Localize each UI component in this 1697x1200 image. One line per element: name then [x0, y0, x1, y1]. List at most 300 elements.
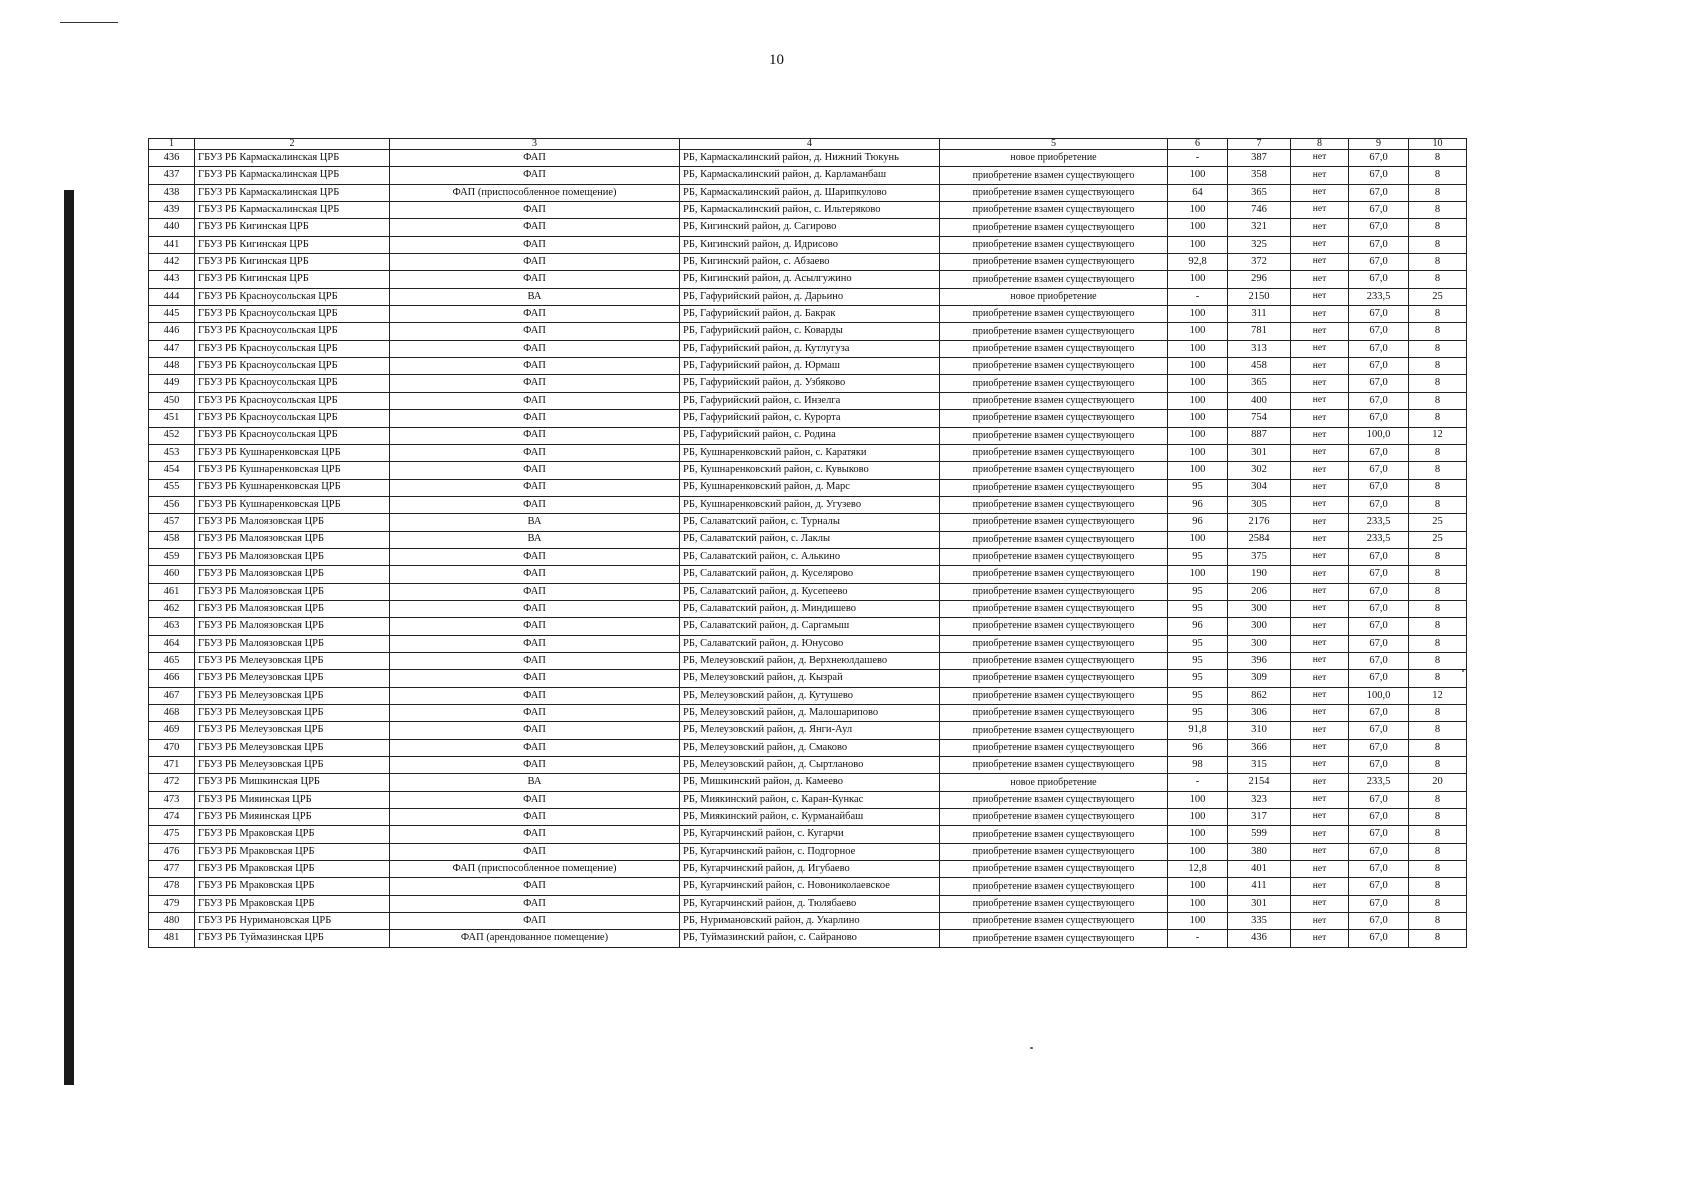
cell-area: 67,0 — [1349, 184, 1409, 201]
cell-address: РБ, Салаватский район, с. Алькино — [680, 548, 940, 565]
cell-acquisition-type: приобретение взамен существующего — [940, 358, 1168, 375]
cell-availability: нет — [1291, 531, 1349, 548]
cell-population: 400 — [1228, 392, 1291, 409]
cell-population: 365 — [1228, 184, 1291, 201]
cell-institution: ГБУЗ РБ Нуримановская ЦРБ — [195, 913, 390, 930]
cell-address: РБ, Туймазинский район, с. Сайраново — [680, 930, 940, 947]
cell-population: 2150 — [1228, 288, 1291, 305]
cell-acquisition-type: приобретение взамен существующего — [940, 826, 1168, 843]
cell-object-type: ФАП — [390, 254, 680, 271]
cell-staff: 8 — [1409, 462, 1467, 479]
cell-address: РБ, Кигинский район, д. Асылгужино — [680, 271, 940, 288]
cell-availability: нет — [1291, 826, 1349, 843]
cell-availability: нет — [1291, 566, 1349, 583]
cell-availability: нет — [1291, 444, 1349, 461]
cell-row-number: 474 — [149, 809, 195, 826]
table-row — [149, 809, 1467, 826]
cell-object-type: ФАП — [390, 427, 680, 444]
table-row — [149, 219, 1467, 236]
cell-institution: ГБУЗ РБ Красноусольская ЦРБ — [195, 306, 390, 323]
cell-row-number: 461 — [149, 583, 195, 600]
cell-address: РБ, Кармаскалинский район, д. Нижний Тюкунь — [680, 150, 940, 167]
cell-address: РБ, Кугарчинский район, с. Новониколаевское — [680, 878, 940, 895]
cell-institution: ГБУЗ РБ Кушнаренковская ЦРБ — [195, 462, 390, 479]
cell-staff: 25 — [1409, 531, 1467, 548]
cell-availability: нет — [1291, 861, 1349, 878]
table-row — [149, 826, 1467, 843]
cell-object-type: ФАП — [390, 670, 680, 687]
cell-row-number: 437 — [149, 167, 195, 184]
cell-staff: 12 — [1409, 687, 1467, 704]
cell-staff: 8 — [1409, 791, 1467, 808]
cell-staff: 8 — [1409, 167, 1467, 184]
cell-population: 317 — [1228, 809, 1291, 826]
cell-acquisition-type: приобретение взамен существующего — [940, 479, 1168, 496]
cell-staff: 8 — [1409, 548, 1467, 565]
cell-wear-percent: 95 — [1168, 670, 1228, 687]
cell-acquisition-type: приобретение взамен существующего — [940, 444, 1168, 461]
cell-staff: 8 — [1409, 323, 1467, 340]
cell-area: 67,0 — [1349, 479, 1409, 496]
cell-availability: нет — [1291, 722, 1349, 739]
cell-population: 781 — [1228, 323, 1291, 340]
cell-availability: нет — [1291, 618, 1349, 635]
cell-area: 67,0 — [1349, 757, 1409, 774]
header-cell-col-4: 4 — [680, 139, 940, 150]
cell-acquisition-type: приобретение взамен существующего — [940, 219, 1168, 236]
cell-address: РБ, Кармаскалинский район, д. Шарипкулово — [680, 184, 940, 201]
cell-wear-percent: 100 — [1168, 531, 1228, 548]
table-row — [149, 670, 1467, 687]
cell-population: 436 — [1228, 930, 1291, 947]
cell-wear-percent: 95 — [1168, 548, 1228, 565]
cell-address: РБ, Кигинский район, с. Абзаево — [680, 254, 940, 271]
table-row — [149, 358, 1467, 375]
cell-availability: нет — [1291, 670, 1349, 687]
cell-object-type: ФАП — [390, 722, 680, 739]
cell-institution: ГБУЗ РБ Красноусольская ЦРБ — [195, 427, 390, 444]
cell-area: 67,0 — [1349, 670, 1409, 687]
cell-availability: нет — [1291, 271, 1349, 288]
cell-address: РБ, Салаватский район, д. Саргамыш — [680, 618, 940, 635]
cell-institution: ГБУЗ РБ Мелеузовская ЦРБ — [195, 722, 390, 739]
cell-wear-percent: 100 — [1168, 375, 1228, 392]
cell-institution: ГБУЗ РБ Мраковская ЦРБ — [195, 826, 390, 843]
cell-population: 366 — [1228, 739, 1291, 756]
cell-availability: нет — [1291, 323, 1349, 340]
cell-acquisition-type: приобретение взамен существующего — [940, 809, 1168, 826]
cell-address: РБ, Мелеузовский район, д. Кызрай — [680, 670, 940, 687]
cell-address: РБ, Гафурийский район, д. Дарьино — [680, 288, 940, 305]
cell-staff: 8 — [1409, 652, 1467, 669]
cell-address: РБ, Кугарчинский район, с. Подгорное — [680, 843, 940, 860]
cell-area: 67,0 — [1349, 930, 1409, 947]
cell-wear-percent: 100 — [1168, 340, 1228, 357]
cell-population: 309 — [1228, 670, 1291, 687]
cell-population: 401 — [1228, 861, 1291, 878]
cell-institution: ГБУЗ РБ Мраковская ЦРБ — [195, 878, 390, 895]
cell-institution: ГБУЗ РБ Мраковская ЦРБ — [195, 843, 390, 860]
cell-population: 375 — [1228, 548, 1291, 565]
cell-wear-percent: 100 — [1168, 271, 1228, 288]
cell-availability: нет — [1291, 462, 1349, 479]
page-number: 10 — [769, 52, 784, 68]
cell-area: 67,0 — [1349, 826, 1409, 843]
cell-address: РБ, Кигинский район, д. Сагирово — [680, 219, 940, 236]
cell-acquisition-type: приобретение взамен существующего — [940, 548, 1168, 565]
cell-population: 190 — [1228, 566, 1291, 583]
cell-acquisition-type: приобретение взамен существующего — [940, 202, 1168, 219]
cell-object-type: ФАП — [390, 791, 680, 808]
cell-address: РБ, Мелеузовский район, д. Верхнеюлдашево — [680, 652, 940, 669]
cell-availability: нет — [1291, 930, 1349, 947]
cell-staff: 8 — [1409, 861, 1467, 878]
scan-speck — [1030, 1047, 1033, 1049]
cell-area: 233,5 — [1349, 288, 1409, 305]
cell-population: 754 — [1228, 410, 1291, 427]
cell-acquisition-type: приобретение взамен существующего — [940, 895, 1168, 912]
cell-object-type: ВА — [390, 514, 680, 531]
cell-address: РБ, Гафурийский район, с. Курорта — [680, 410, 940, 427]
table-row — [149, 895, 1467, 912]
cell-wear-percent: 100 — [1168, 427, 1228, 444]
cell-acquisition-type: приобретение взамен существующего — [940, 514, 1168, 531]
table-row — [149, 323, 1467, 340]
cell-staff: 25 — [1409, 288, 1467, 305]
cell-staff: 8 — [1409, 895, 1467, 912]
cell-institution: ГБУЗ РБ Красноусольская ЦРБ — [195, 358, 390, 375]
cell-object-type: ФАП — [390, 566, 680, 583]
cell-object-type: ФАП — [390, 410, 680, 427]
cell-object-type: ФАП — [390, 548, 680, 565]
header-cell-col-8: 8 — [1291, 139, 1349, 150]
cell-object-type: ФАП — [390, 150, 680, 167]
cell-area: 100,0 — [1349, 427, 1409, 444]
cell-row-number: 463 — [149, 618, 195, 635]
cell-address: РБ, Салаватский район, д. Миндишево — [680, 600, 940, 617]
cell-row-number: 447 — [149, 340, 195, 357]
cell-availability: нет — [1291, 739, 1349, 756]
cell-object-type: ФАП — [390, 306, 680, 323]
cell-address: РБ, Кушнаренковский район, с. Кувыково — [680, 462, 940, 479]
cell-acquisition-type: приобретение взамен существующего — [940, 271, 1168, 288]
cell-acquisition-type: приобретение взамен существующего — [940, 687, 1168, 704]
cell-population: 310 — [1228, 722, 1291, 739]
cell-row-number: 472 — [149, 774, 195, 791]
cell-area: 100,0 — [1349, 687, 1409, 704]
cell-institution: ГБУЗ РБ Кармаскалинская ЦРБ — [195, 184, 390, 201]
cell-row-number: 452 — [149, 427, 195, 444]
cell-population: 380 — [1228, 843, 1291, 860]
cell-object-type: ФАП — [390, 340, 680, 357]
cell-object-type: ВА — [390, 774, 680, 791]
table-row — [149, 306, 1467, 323]
cell-row-number: 444 — [149, 288, 195, 305]
table-row — [149, 496, 1467, 513]
table-row — [149, 184, 1467, 201]
cell-staff: 8 — [1409, 600, 1467, 617]
cell-availability: нет — [1291, 392, 1349, 409]
cell-row-number: 480 — [149, 913, 195, 930]
cell-population: 746 — [1228, 202, 1291, 219]
cell-object-type: ФАП — [390, 705, 680, 722]
cell-institution: ГБУЗ РБ Малоязовская ЦРБ — [195, 600, 390, 617]
table-row — [149, 774, 1467, 791]
cell-population: 300 — [1228, 618, 1291, 635]
cell-address: РБ, Салаватский район, с. Турналы — [680, 514, 940, 531]
cell-availability: нет — [1291, 809, 1349, 826]
cell-institution: ГБУЗ РБ Мелеузовская ЦРБ — [195, 670, 390, 687]
cell-address: РБ, Кушнаренковский район, д. Угузево — [680, 496, 940, 513]
table-row — [149, 861, 1467, 878]
cell-institution: ГБУЗ РБ Кушнаренковская ЦРБ — [195, 479, 390, 496]
cell-row-number: 477 — [149, 861, 195, 878]
cell-area: 67,0 — [1349, 566, 1409, 583]
cell-address: РБ, Мелеузовский район, д. Сыртланово — [680, 757, 940, 774]
cell-acquisition-type: приобретение взамен существующего — [940, 757, 1168, 774]
cell-address: РБ, Мелеузовский район, д. Смаково — [680, 739, 940, 756]
cell-area: 67,0 — [1349, 705, 1409, 722]
cell-address: РБ, Миякинский район, с. Курманайбаш — [680, 809, 940, 826]
cell-area: 67,0 — [1349, 861, 1409, 878]
cell-acquisition-type: приобретение взамен существующего — [940, 913, 1168, 930]
cell-population: 302 — [1228, 462, 1291, 479]
cell-population: 372 — [1228, 254, 1291, 271]
cell-object-type: ФАП — [390, 323, 680, 340]
cell-staff: 8 — [1409, 219, 1467, 236]
cell-wear-percent: 100 — [1168, 236, 1228, 253]
cell-wear-percent: 96 — [1168, 739, 1228, 756]
cell-staff: 8 — [1409, 843, 1467, 860]
cell-wear-percent: 100 — [1168, 791, 1228, 808]
cell-wear-percent: 95 — [1168, 687, 1228, 704]
table-row — [149, 462, 1467, 479]
cell-institution: ГБУЗ РБ Красноусольская ЦРБ — [195, 288, 390, 305]
cell-wear-percent: 100 — [1168, 410, 1228, 427]
cell-object-type: ФАП — [390, 826, 680, 843]
table-row — [149, 150, 1467, 167]
cell-population: 2584 — [1228, 531, 1291, 548]
cell-institution: ГБУЗ РБ Малоязовская ЦРБ — [195, 583, 390, 600]
cell-address: РБ, Кугарчинский район, с. Кугарчи — [680, 826, 940, 843]
scan-edge-bar — [64, 190, 74, 1085]
cell-institution: ГБУЗ РБ Мишкинская ЦРБ — [195, 774, 390, 791]
cell-address: РБ, Миякинский район, с. Каран-Кункас — [680, 791, 940, 808]
cell-population: 313 — [1228, 340, 1291, 357]
cell-address: РБ, Кармаскалинский район, д. Карламанбаш — [680, 167, 940, 184]
table-row — [149, 392, 1467, 409]
cell-row-number: 441 — [149, 236, 195, 253]
cell-address: РБ, Нуримановский район, д. Укарлино — [680, 913, 940, 930]
cell-area: 67,0 — [1349, 739, 1409, 756]
cell-row-number: 464 — [149, 635, 195, 652]
cell-wear-percent: 100 — [1168, 895, 1228, 912]
cell-row-number: 449 — [149, 375, 195, 392]
table-row — [149, 514, 1467, 531]
data-table — [148, 138, 1467, 948]
cell-staff: 8 — [1409, 722, 1467, 739]
cell-address: РБ, Гафурийский район, д. Кутлугуза — [680, 340, 940, 357]
cell-address: РБ, Салаватский район, д. Куселярово — [680, 566, 940, 583]
cell-row-number: 453 — [149, 444, 195, 461]
cell-staff: 8 — [1409, 254, 1467, 271]
cell-population: 301 — [1228, 895, 1291, 912]
cell-object-type: ФАП — [390, 358, 680, 375]
cell-area: 67,0 — [1349, 462, 1409, 479]
table-row — [149, 202, 1467, 219]
table-row — [149, 705, 1467, 722]
cell-object-type: ФАП — [390, 462, 680, 479]
cell-acquisition-type: приобретение взамен существующего — [940, 739, 1168, 756]
cell-area: 67,0 — [1349, 722, 1409, 739]
cell-object-type: ФАП — [390, 600, 680, 617]
cell-wear-percent: 100 — [1168, 444, 1228, 461]
cell-row-number: 440 — [149, 219, 195, 236]
cell-row-number: 451 — [149, 410, 195, 427]
cell-wear-percent: 96 — [1168, 618, 1228, 635]
cell-institution: ГБУЗ РБ Красноусольская ЦРБ — [195, 392, 390, 409]
cell-row-number: 459 — [149, 548, 195, 565]
cell-row-number: 479 — [149, 895, 195, 912]
cell-area: 233,5 — [1349, 531, 1409, 548]
table-row — [149, 878, 1467, 895]
cell-wear-percent: 12,8 — [1168, 861, 1228, 878]
table-body — [149, 139, 1467, 948]
table-row — [149, 687, 1467, 704]
cell-address: РБ, Мелеузовский район, д. Малошарипово — [680, 705, 940, 722]
table-row — [149, 791, 1467, 808]
cell-availability: нет — [1291, 288, 1349, 305]
cell-staff: 8 — [1409, 635, 1467, 652]
cell-object-type: ФАП — [390, 236, 680, 253]
cell-acquisition-type: приобретение взамен существующего — [940, 531, 1168, 548]
cell-wear-percent: 95 — [1168, 705, 1228, 722]
cell-wear-percent: 100 — [1168, 323, 1228, 340]
cell-row-number: 478 — [149, 878, 195, 895]
cell-address: РБ, Гафурийский район, с. Родина — [680, 427, 940, 444]
cell-object-type: ФАП — [390, 757, 680, 774]
cell-row-number: 465 — [149, 652, 195, 669]
cell-population: 411 — [1228, 878, 1291, 895]
cell-acquisition-type: приобретение взамен существующего — [940, 323, 1168, 340]
cell-institution: ГБУЗ РБ Красноусольская ЦРБ — [195, 410, 390, 427]
cell-staff: 8 — [1409, 236, 1467, 253]
cell-acquisition-type: приобретение взамен существующего — [940, 930, 1168, 947]
cell-object-type: ВА — [390, 288, 680, 305]
cell-availability: нет — [1291, 757, 1349, 774]
cell-staff: 8 — [1409, 202, 1467, 219]
cell-availability: нет — [1291, 496, 1349, 513]
table-row — [149, 739, 1467, 756]
cell-population: 2176 — [1228, 514, 1291, 531]
cell-staff: 8 — [1409, 913, 1467, 930]
cell-address: РБ, Кушнаренковский район, д. Марс — [680, 479, 940, 496]
cell-wear-percent: - — [1168, 288, 1228, 305]
cell-staff: 8 — [1409, 496, 1467, 513]
cell-availability: нет — [1291, 600, 1349, 617]
cell-staff: 8 — [1409, 306, 1467, 323]
cell-availability: нет — [1291, 514, 1349, 531]
cell-row-number: 439 — [149, 202, 195, 219]
cell-population: 315 — [1228, 757, 1291, 774]
cell-wear-percent: 95 — [1168, 479, 1228, 496]
cell-population: 311 — [1228, 306, 1291, 323]
cell-area: 67,0 — [1349, 652, 1409, 669]
cell-area: 67,0 — [1349, 323, 1409, 340]
cell-wear-percent: 100 — [1168, 566, 1228, 583]
cell-address: РБ, Гафурийский район, с. Инзелга — [680, 392, 940, 409]
cell-population: 325 — [1228, 236, 1291, 253]
cell-staff: 8 — [1409, 809, 1467, 826]
table-row — [149, 375, 1467, 392]
cell-area: 67,0 — [1349, 809, 1409, 826]
cell-acquisition-type: приобретение взамен существующего — [940, 184, 1168, 201]
cell-area: 67,0 — [1349, 548, 1409, 565]
cell-wear-percent: 100 — [1168, 219, 1228, 236]
cell-wear-percent: 95 — [1168, 652, 1228, 669]
cell-row-number: 446 — [149, 323, 195, 340]
cell-area: 67,0 — [1349, 444, 1409, 461]
cell-area: 67,0 — [1349, 167, 1409, 184]
cell-acquisition-type: приобретение взамен существующего — [940, 427, 1168, 444]
cell-acquisition-type: приобретение взамен существующего — [940, 340, 1168, 357]
cell-staff: 12 — [1409, 427, 1467, 444]
cell-staff: 25 — [1409, 514, 1467, 531]
cell-object-type: ФАП — [390, 913, 680, 930]
cell-population: 458 — [1228, 358, 1291, 375]
cell-address: РБ, Гафурийский район, д. Узбяково — [680, 375, 940, 392]
cell-staff: 8 — [1409, 878, 1467, 895]
cell-area: 233,5 — [1349, 774, 1409, 791]
cell-address: РБ, Кугарчинский район, д. Тюлябаево — [680, 895, 940, 912]
cell-address: РБ, Мишкинский район, д. Камеево — [680, 774, 940, 791]
table-row — [149, 930, 1467, 947]
cell-area: 67,0 — [1349, 340, 1409, 357]
cell-object-type: ФАП — [390, 375, 680, 392]
cell-institution: ГБУЗ РБ Туймазинская ЦРБ — [195, 930, 390, 947]
cell-staff: 8 — [1409, 340, 1467, 357]
cell-acquisition-type: приобретение взамен существующего — [940, 600, 1168, 617]
cell-row-number: 476 — [149, 843, 195, 860]
cell-area: 67,0 — [1349, 392, 1409, 409]
cell-availability: нет — [1291, 843, 1349, 860]
cell-institution: ГБУЗ РБ Малоязовская ЦРБ — [195, 618, 390, 635]
cell-object-type: ФАП — [390, 444, 680, 461]
cell-institution: ГБУЗ РБ Кармаскалинская ЦРБ — [195, 202, 390, 219]
cell-object-type: ФАП — [390, 219, 680, 236]
table-row — [149, 652, 1467, 669]
cell-area: 67,0 — [1349, 271, 1409, 288]
cell-address: РБ, Кугарчинский район, д. Игубаево — [680, 861, 940, 878]
cell-wear-percent: 98 — [1168, 757, 1228, 774]
cell-wear-percent: - — [1168, 150, 1228, 167]
table-row — [149, 340, 1467, 357]
cell-row-number: 460 — [149, 566, 195, 583]
cell-object-type: ФАП — [390, 652, 680, 669]
cell-area: 67,0 — [1349, 306, 1409, 323]
cell-availability: нет — [1291, 878, 1349, 895]
cell-area: 67,0 — [1349, 618, 1409, 635]
cell-area: 67,0 — [1349, 496, 1409, 513]
cell-institution: ГБУЗ РБ Малоязовская ЦРБ — [195, 548, 390, 565]
cell-acquisition-type: приобретение взамен существующего — [940, 670, 1168, 687]
cell-availability: нет — [1291, 358, 1349, 375]
table-row — [149, 427, 1467, 444]
cell-row-number: 445 — [149, 306, 195, 323]
cell-row-number: 438 — [149, 184, 195, 201]
cell-address: РБ, Гафурийский район, с. Коварды — [680, 323, 940, 340]
table-row — [149, 583, 1467, 600]
